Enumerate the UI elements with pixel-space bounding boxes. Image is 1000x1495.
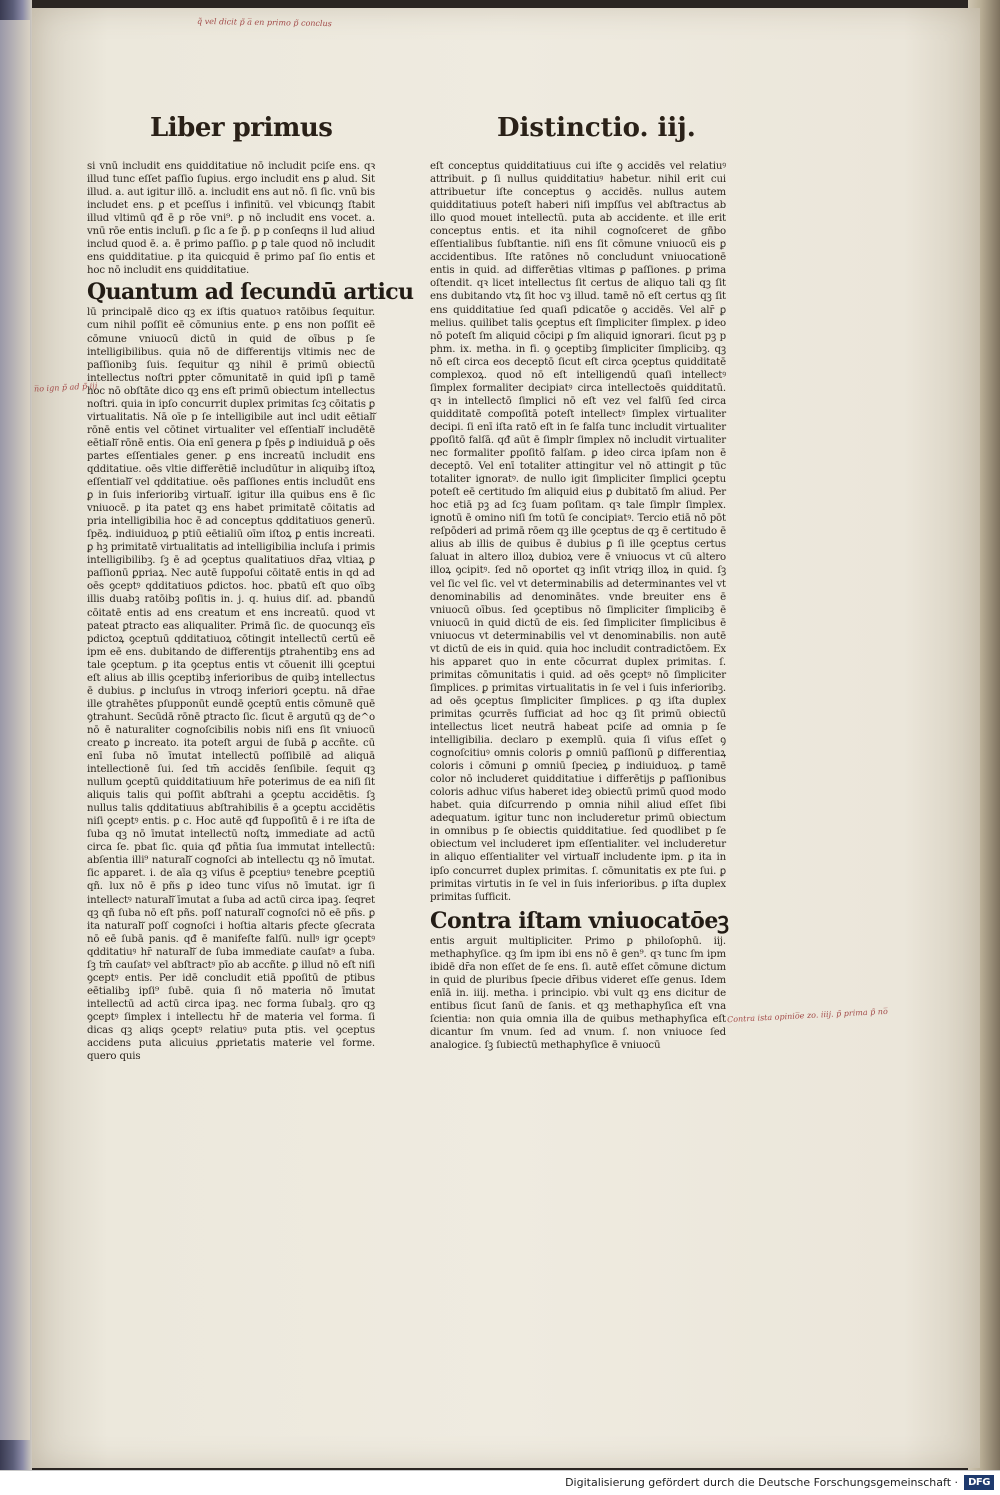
running-head-right: Distinctio. iij. xyxy=(497,113,696,143)
paragraph: lū principalē dico qꝫ ex iſtis quatuoꝛ ratōibus ſequitur. cum nihil poſſit eē cōmunius ente. ꝑ ens non poſſit eē cōmune vniuocū dictū in quid de oībus p ſe intelligibilibus. quia nō de differentijs vltimis nec de paſſionibꝫ ſuis. ſequitur qꝫ nihil ē primū obiectū intellectus noſtri ꝑpter cōmunitatē in quid ipſi ꝑ tamē hoc nō obſtāte dico qꝫ ens eſt primū obiectum intellectus noſtri. quia in ipſo concurrit duplex primitas ſcꝫ cōitatis ꝑ virtualitatis. Nā oīe p ſe intelligibile aut incl udit eētialiᷓ rōnē entis vel cōtinet virtualiter vel eſſentialiᷓ includētē eētialiᷓ rōnē entis. Oia enī genera ꝑ ſpēs ꝑ indiuiduā ꝑ oēs partes eſſentiales gener. ꝑ ens increatū includit ens qdditatiue. oēs vltie differētiē includūtur in aliquibꝫ iſtoꝝ eſſentialiᷓ vel qdditatiue. oēs paſſiones entis includūt ens ꝑ in ſuis inferioribꝫ virtualiᷓ. igitur illa quibus ens ē ſic vniuocē. ꝑ ita patet qꝫ ens habet primitatē cōitatis ad pria intelligibilia hoc ē ad conceptus qdditatiuos generū. ſpēꝝ. indiuiduoꝝ ꝑ ptiū eētialiū oīm iſtoꝝ ꝑ entis increati. ꝑ hꝫ primitatē virtualitatis ad intelligibilia incluſa i primis intelligibilibꝫ. ſꝫ ē ad ꝯceptus qualitatiuos dr̄aꝝ vltiaꝝ ꝑ paſſionū ꝑpriaꝝ. Nec autē ſuppoſui cōitatē entis in qd ad oēs ꝯceptꝰ qdditatiuos ꝑdictos. hoc. pbatū eſt quo oībꝫ illis duabꝫ ratōibꝫ poſitis in. j. q. huius diſ. ad. pbandū cōitatē entis ad ens creatum et ens increatū. quod vt pateat ꝑtracto eas aliqualiter. Primā ſic. de quocunqꝫ eīs pdictoꝝ ꝯceptuū qdditatiuoꝝ cōtingit intellectū certū eē ipm eē ens. dubitando de differentijs ꝑtrahentibꝫ ens ad tale ꝯceptum. ꝑ ita ꝯceptus entis vt cōuenit illi ꝯceptui eſt alius ab illis ꝯceptibꝫ inferioribus de quibꝫ intellectus ē dubius. ꝑ incluſus in vtroqꝫ inferiori ꝯceptu. nā dr̄ae ille ꝯtrahētes pſupponūt eundē ꝯceptū entis cōmunē quē ꝯtrahunt. Secūdā rōnē ꝑtracto ſic. ſicut ē argutū qꝫ de^o nō ē naturaliter cognoſcibilis nobis niſi ens ſit vniuocū creato ꝑ increato. ita poteſt argui de ſubā ꝑ accñte. cū enī ſuba nō īmutat intellectū poſſibilē ad aliquā intellectionē ſui. ſed tm̄ accidēs ſenſibile. ſequit qꝫ nullum ꝯceptū quidditatiuum hr̄e poterimus de ea niſi ſit aliquis talis qui poſſit abſtrahi a ꝯceptu accidētis. ſꝫ nullus talis qdditatiuus abſtrahibilis ē a ꝯceptu accidētis niſi ꝯceptꝰ entis. ꝑ c. Hoc autē qđ ſuppoſitū ē i re iſta de ſuba qꝫ nō īmutat intellectū noſtꝝ immediate ad actū circa ſe. pbat ſic. quia qđ pñtia ſua immutat intellectū: abſentia illi⁹ naturaliᷓ cognoſci ab intellectu qꝫ nō īmutat. ſic apparet. i. de aīa qꝫ viſus ē ꝑceptiuꝰ tenebre ꝑceptiū qñ. lux nō ē pñs ꝑ ideo tunc viſus nō īmutat. igr ſi intellectꝰ naturaliᷓ īmutat a ſuba ad actū circa ipaꝫ. ſeqret qꝫ qñ ſuba nō eſt pñs. poſſ naturaliᷓ cognoſci nō eē pñs. ꝑ ita naturaliᷓ poſſ cognoſci i hoſtia altaris ꝑfecte ꝯſecrata nō eē ſubā panis. qđ ē manifeſte falſū. nullꝰ igr ꝯceptꝰ qdditatiuꝰ hr̄ naturaliᷓ de ſuba immediate cauſatꝰ a ſuba. ſꝫ tm̄ cauſatꝰ vel abſtractꝰ pīo ab accñte. ꝑ illud nō eſt niſi ꝯceptꝰ entis. Per idē concludit etiā ppoſitū de ptibus eētialibꝫ ipſi⁹ ſubē. quia ſi nō materia nō īmutat intellectū ad actū circa ipaꝫ. nec forma ſubalꝫ. qro qꝫ ꝯceptꝰ ſimplex i intellectu hr̄ de materia vel forma. ſi dicas qꝫ aliqs ꝯceptꝰ relatiuꝰ puta ptis. vel ꝯceptus accidens puta alicuius ꝓprietatis materie vel forme. quero quis xyxy=(87,307,375,1063)
running-head-left: Liber primus xyxy=(150,113,333,143)
section-heading: Contra iſtam vniuocatōeꝫ xyxy=(430,907,729,934)
footer-bar xyxy=(0,1470,1000,1495)
marginal-note-top: q̃ vel dicit p̃ a̅ en primo p̃ conclus xyxy=(196,16,332,29)
marginal-note-left: n̅o ign p̃ ad p̃ iij xyxy=(33,381,98,394)
text-column-left xyxy=(87,160,414,1063)
paragraph: si vnū includit ens quidditatiue nō includit pciſe ens. qꝛ illud tunc eſſet paſſio ſuꝑius. ergo includit ens ꝑ alud. Sit illud. a. aut igitur illō. a. includit ens aut nō. ſi ſic. vnū bis includet ens. ꝑ et pceſſus i infinitū. vel vbicunqꝫ ſtabit illud vltimū qđ ē ꝑ rōe vni⁹. ꝑ nō includit ens vocet. a. vnū rōe entis incluſi. ꝑ ſic a ſe p̃. ꝑ p conſeqns il lud aliud includ quod ē. a. ē primo paſſio. ꝑ ꝑ tale quod nō includit ens quidditatiue. ꝑ ita quicquid ē primo paſ ſio entis et hoc nō includit ens quidditatiue. xyxy=(87,161,375,277)
paragraph: eſt conceptus quidditatiuus cui iſte ꝯ accidēs vel relatiuꝰ attribuit. ꝑ ſi nullus quidditatiuꝰ habetur. nihil erit cui attribuetur iſte conceptus ꝯ accidēs. nullus autem quidditatiuus poteſt haberi niſi impſſus vel abſtractus ab illo quod mouet intellectū. puta ab accidente. et ille erit conceptus entis. et ita nihil cognoſceret de gñbo eſſentialibus ſubſtantie. niſi ens ſit cōmune vniuocū eis ꝑ accidentibus. Iſte ratōnes nō concludunt vniuocationē entis in quid. ad differētias vltimas ꝑ paſſiones. ꝑ prima oſtendit. qꝛ licet intellectus ſit certus de aliquo tali qꝫ ſit ens dubitando vtꝝ ſit hoc vꝫ illud. tamē nō eſt certus qꝫ ſit ens quidditatiue ſed quaſi pdicatōe ꝯ accidēs. Vel alr̄ ꝑ melius. quilibet talis ꝯceptus eſt ſimpliciter ſimplex. ꝑ ideo nō poteſt ſm aliquid cōcipi ꝑ ſm aliquid ignorari. ſicut pꝫ p phm. ix. metha. in fi. ꝯ ꝯceptibꝫ ſimpliciter ſimplicibꝫ. qꝫ nō eſt circa eos deceptō ſicut eſt circa ꝯceptus quidditatē complexoꝝ. quod nō eſt intelligendū quaſi intellectꝰ ſimplex formaliter decipiatꝰ circa intellectoēs quidditatū. qꝛ in intellectō ſimplici nō eſt vez vel falſū ſed circa quidditatē compoſitā poteſt intellectꝰ ſimplex virtualiter decipi. ſi enī iſta ratō eſt in ſe falſa tunc includit virtualiter ꝑpoſitō falſā. qđ aūt ē ſimplr ſimplex nō includit virtualiter nec formaliter ꝑpoſitō falſam. ꝑ ideo circa ipſam non ē deceptō. Vel enī totaliter attingitur vel nō attingit ꝑ tūc totaliter ignoratꝰ. de nullo igit ſimpliciter ſimplici ꝯceptu poteſt eē certitudo ſm aliquid eius ꝑ dubitatō ſm aliud. Per hoc etiā pꝫ ad ſcꝫ ſuam poſitam. qꝛ tale ſimplr ſimplex. ignotū ē omino niſi ſm totū ſe concipiatꝰ. Tercio etiā nō pōt reſpōderi ad primā rōem qꝫ ille ꝯceptus de qꝫ ē certitudo ē alius ab illis de quibus ē dubius ꝑ ſi ille ꝯceptus certus ſaluat in altero illoꝝ dubioꝝ vere ē vniuocus vt cū altero illoꝝ ꝯcipitꝰ. ſed nō oportet qꝫ inſit vtriqꝫ illoꝝ in quid. ſꝫ vel ſic vel ſic. vel vt determinabilis ad determinantes vel vt denominabilis ad denominātes. vnde breuiter ens ē vniuocū oībus. ſed ꝯceptibus nō ſimpliciter ſimplicibꝫ ē vniuocū in quid dictū de eis. ſed ſimpliciter ſimplicibus ē vniuocus vt determinabilis vel vt denominabilis. non autē vt dictū de eis in quid. quia hoc includit contradictōem. Ex his apparet quo in ente cōcurrat duplex primitas. ſ. primitas cōmunitatis i quid. ad oēs ꝯceptꝰ nō ſimpliciter ſimplices. ꝑ primitas virtualitatis in ſe vel i ſuis inferioribꝫ. ad oēs ꝯceptus ſimpliciter ſimplices. ꝑ qꝫ iſta duplex primitas ꝯcurrēs ſufficiat ad hoc qꝫ ſit primū obiectū intellectus licet neutrā habeat pciſe ad omnia p ſe intelligibilia. declaro p exemplū. quia ſi viſus eſſet ꝯ cognoſcitiuꝰ omnis coloris ꝑ omniū paſſionū ꝑ differentiaꝝ coloris i cōmuni ꝑ omniū ſpecieꝝ ꝑ indiuiduoꝝ. ꝑ tamē color nō includeret quidditatiue i differētijs ꝑ paſſionibus coloris adhuc viſus haberet ideꝫ obiectū primū quod modo habet. quia diſcurrendo p omnia nihil aliud eſſet ſibi adequatum. igitur tunc non includeretur primū obiectum in omnibus p ſe obiectis quidditatiue. ſed quodlibet p ſe obiectum vel includeret ipm eſſentialiter. vel includeretur in aliquo eſſentialiter vel virtualiᷓ includente ipm. ꝑ ita in ipſo concurret duplex primitas. ſ. cōmunitatis ex pte ſui. ꝑ primitas virtutis in ſe vel in ſuis inferioribus. ꝑ iſta duplex primitas ſufficit. xyxy=(430,161,726,903)
paragraph: entis arguit multipliciter. Primo ꝑ philoſophū. iij. methaphyſice. qꝫ ſm ipm ibi ens nō ē gen⁹. qꝛ tunc ſm ipm ibidē dr̄a non eſſet de ſe ens. ſi. autē eſſet cōmune dictum in quid de pluribus ſpecie dr̄ibus videret eſſe genus. Idem enīā in. iiij. metha. i principio. vbi vult qꝫ ens dicitur de entibus ſicut ſanū de ſanis. et qꝫ methaphyſica eſt vna ſcientia: non quia omnia illa de quibus methaphyſica eſt dicantur ſm vnum. ſed ad vnum. ſ. non vniuoce ſed analogice. ſꝫ ſubiectū methaphyſice ē vniuocū xyxy=(430,935,726,1052)
footer-credit: Digitalisierung gefördert durch die Deutsche Forschungsgemeinschaft · xyxy=(565,1476,958,1489)
marginal-note-right: Contra ista opinio̅e zo. iiij. p̃ prima p̃ no̅ xyxy=(726,1006,888,1025)
section-heading: Quantum ad ſecundū articu xyxy=(87,279,414,306)
dfg-logo: DFG xyxy=(964,1475,994,1490)
text-column-right xyxy=(430,160,729,1052)
facing-page-edge xyxy=(0,20,30,1440)
